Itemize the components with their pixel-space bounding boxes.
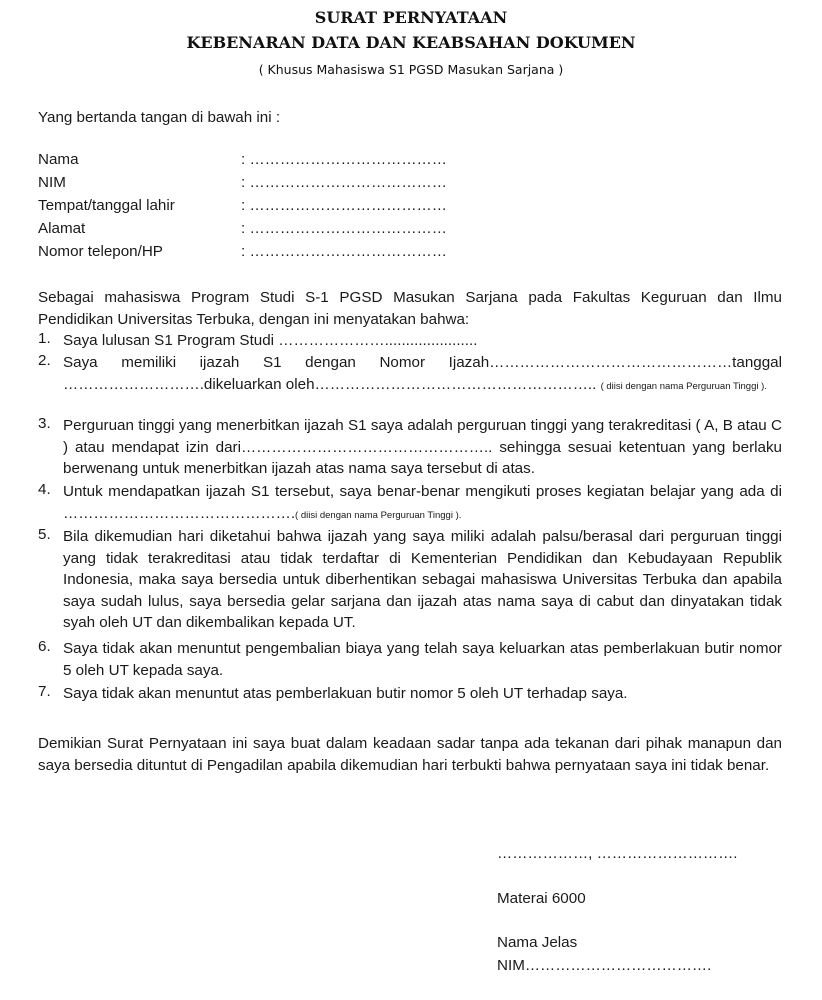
signature-name: Nama Jelas <box>497 934 578 951</box>
field-blank-nama: : ………………………………… <box>241 151 447 168</box>
document-title: SURAT PERNYATAAN <box>314 8 508 27</box>
closing-paragraph: Demikian Surat Pernyataan ini saya buat dalam keadaan sadar tanpa ada tekanan dari pihak manapun dan saya bersedia dituntut di Pengadilan apabila dikemudian hari terbukti bahwa pernyataan saya ini tidak benar. <box>38 735 782 774</box>
list-number: 6. <box>38 638 51 655</box>
list-number: 5. <box>38 526 51 543</box>
list-text: Saya tidak akan menuntut pengembalian biaya yang telah saya keluarkan atas pemberlakuan butir nomor 5 oleh UT kepada saya. <box>63 640 782 679</box>
list-text: Saya lulusan S1 Program Studi …………………...................... <box>63 332 478 349</box>
list-text: Untuk mendapatkan ijazah S1 tersebut, saya benar-benar mengikuti proses kegiatan belajar yang ada di ……………………………………….( diisi dengan nama Perguruan Tinggi ). <box>63 483 782 522</box>
statement-paragraph: Sebagai mahasiswa Program Studi S-1 PGSD Masukan Sarjana pada Fakultas Keguruan dan Ilmu Pendidikan Universitas Terbuka, dengan ini menyatakan bahwa: <box>38 289 782 328</box>
list-number: 3. <box>38 415 51 432</box>
list-number: 2. <box>38 352 51 369</box>
field-blank-alamat: : ………………………………… <box>241 220 447 237</box>
field-label-nim: NIM <box>38 174 66 191</box>
field-label-nama: Nama <box>38 151 79 168</box>
document-title-line2: KEBENARAN DATA DAN KEABSAHAN DOKUMEN <box>186 33 636 52</box>
list-text: Bila dikemudian hari diketahui bahwa ijazah yang saya miliki adalah palsu/berasal dari perguruan tinggi yang tidak terakreditasi atau tidak terdaftar di Kementerian Pendidikan dan Kebudayaan Republik Indonesia, maka saya bersedia untuk diberhentikan sebagai mahasiswa Universitas Terbuka dan apabila saya sudah lulus, saya bersedia gelar sarjana dan ijazah atas nama saya di cabut dan dinyatakan tidak syah oleh UT dan dikembalikan kepada UT. <box>63 528 782 631</box>
list-text: Saya tidak akan menuntut atas pemberlakuan butir nomor 5 oleh UT terhadap saya. <box>63 685 628 702</box>
list-number: 4. <box>38 481 51 498</box>
field-blank-nim: : ………………………………… <box>241 174 447 191</box>
field-label-alamat: Alamat <box>38 220 86 237</box>
list-number: 1. <box>38 330 51 347</box>
document-subtitle: ( Khusus Mahasiswa S1 PGSD Masukan Sarjana ) <box>258 62 564 77</box>
signature-nim: NIM………………………………. <box>497 957 712 974</box>
list-text: Saya memiliki ijazah S1 dengan Nomor Ijazah…………………………………………tanggal ……………………….dikeluarkan oleh……………………………………………….. ( diisi dengan nama Perguruan Tinggi ). <box>63 354 782 393</box>
list-text: Perguruan tinggi yang menerbitkan ijazah S1 saya adalah perguruan tinggi yang terakreditasi ( A, B atau C ) atau mendapat izin dari………………………………………….. sehingga sesuai ketentuan yang berlaku berwenang untuk menerbitkan ijazah atas nama saya tersebut di atas. <box>63 417 782 477</box>
intro-text: Yang bertanda tangan di bawah ini : <box>38 109 281 126</box>
signature-materai: Materai 6000 <box>497 890 586 907</box>
field-label-telepon: Nomor telepon/HP <box>38 243 163 260</box>
list-note: ( diisi dengan nama Perguruan Tinggi ). <box>295 509 462 521</box>
field-blank-ttl: : ………………………………… <box>241 197 447 214</box>
field-blank-telepon: : ………………………………… <box>241 243 447 260</box>
field-label-ttl: Tempat/tanggal lahir <box>38 197 175 214</box>
list-note: ( diisi dengan nama Perguruan Tinggi ). <box>600 380 767 392</box>
list-number: 7. <box>38 683 51 700</box>
signature-place-date: ………………, ………………………. <box>497 845 738 862</box>
